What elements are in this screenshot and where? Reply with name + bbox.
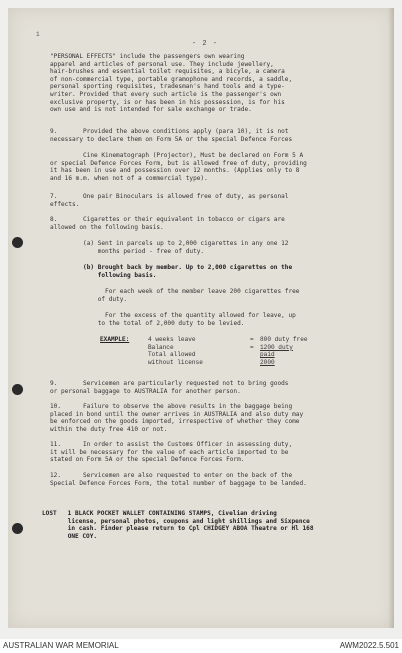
example-row-right: 800 duty free: [260, 336, 308, 343]
example-row-left: Balance: [148, 343, 174, 351]
paragraph-11-customs: 11. In order to assist the Customs Officer in assessing duty, it will be necessary for the value of each article imported to be stated on Form 5A or the special Defence Forces Form.: [50, 441, 293, 464]
paragraph-excess-duty: For the excess of the quantity allowed for leave, up to the total of 2,000 duty to be levied.: [97, 312, 296, 327]
paragraph-8b-brought-back: (b) Brought back by member. Up to 2,000 cigarettes on the following basis.: [83, 264, 293, 279]
page-edge-shadow: [388, 8, 394, 628]
example-row-right: 2000: [260, 358, 275, 366]
example-table: [100, 336, 310, 366]
paragraph-10-failure: 10. Failure to observe the above results in the baggage being placed in bond until the owner arrives in AUSTRALIA and also duty may be enforced on the goods imported, irrespective of whether they come within the duty free 410 or not.: [50, 403, 304, 433]
footer-institution: AUSTRALIAN WAR MEMORIAL: [3, 641, 119, 650]
paragraph-8-cigarettes: 8. Cigarettes or their equivalent in tobacco or cigars are allowed on the following basis.: [50, 216, 285, 231]
example-row: [100, 351, 310, 359]
punch-hole-bottom: [12, 523, 23, 534]
paragraph-9-conditions: 9. Provided the above conditions apply (para 10), it is not necessary to declare them on Form 5A or the special Defence Forces: [50, 128, 293, 143]
paragraph-9-servicemen: 9. Servicemen are particularly requested not to bring goods or personal baggage to AUSTRALIA for another person.: [50, 380, 289, 395]
example-row-left: Total allowed: [148, 351, 196, 359]
example-row-right: 1200 duty paid: [260, 343, 293, 359]
paragraph-weekly-allowance: For each week of the member leave 200 cigarettes free of duty.: [97, 288, 300, 303]
example-row-eq: =: [250, 343, 254, 351]
paragraph-8a-parcels: (a) Sent in parcels up to 2,000 cigarettes in any one 12 months period - free of duty.: [83, 240, 289, 255]
example-row-eq: =: [250, 336, 254, 343]
corner-mark: 1: [36, 31, 40, 38]
example-label: EXAMPLE:: [100, 336, 130, 343]
punch-hole-middle: [12, 384, 23, 395]
lost-wallet-notice: LOST 1 BLACK POCKET WALLET CONTAINING STAMPS, Civelian driving license, personal photos, coupons and light shillings and Sixpence in cash. Finder please return to Cpl CHIDGEY ABOA Theatre or Hl 168 ONE COY.: [42, 510, 314, 540]
paragraph-7-binoculars: 7. One pair Binoculars is allowed free of duty, as personal effects.: [50, 193, 289, 208]
example-row: [100, 359, 310, 367]
example-row: [100, 336, 310, 344]
example-row-left: without license: [148, 358, 203, 366]
paragraph-12-baggage: 12. Servicemen are also requested to enter on the back of the Special Defence Forces Form, the total number of baggage to be landed.: [50, 472, 307, 487]
footer-bar: [0, 639, 402, 653]
paragraph-cine-kinematograph: Cine Kinematograph (Projector), Must be declared on Form 5 A or special Defence Forces Form, but is allowed free of duty, providing it has been in use and possession over 12 months. (Applies only to 8 and 16 m.m. when not of a commercial type).: [50, 152, 307, 182]
example-row-left: 4 weeks leave: [148, 336, 196, 343]
footer-accession-number: AWM2022.5.501: [339, 641, 399, 650]
punch-hole-top: [12, 237, 23, 248]
paragraph-personal-effects: "PERSONAL EFFECTS" include the passengers own wearing apparel and articles of personal use. They include jewellery, hair-brushes and essential toilet requisites, a bicyle, a camera of non-commercial type, portable gramophone and records, a saddle, personal sporting requisites, tradesman's hand tools and a type- writer. Provided that every such article is the passenger's own exclusive property, is or has been in his possession, is for his own use and is not intended for sale exchange or trade.: [50, 53, 293, 114]
page-number: - 2 -: [192, 40, 219, 48]
